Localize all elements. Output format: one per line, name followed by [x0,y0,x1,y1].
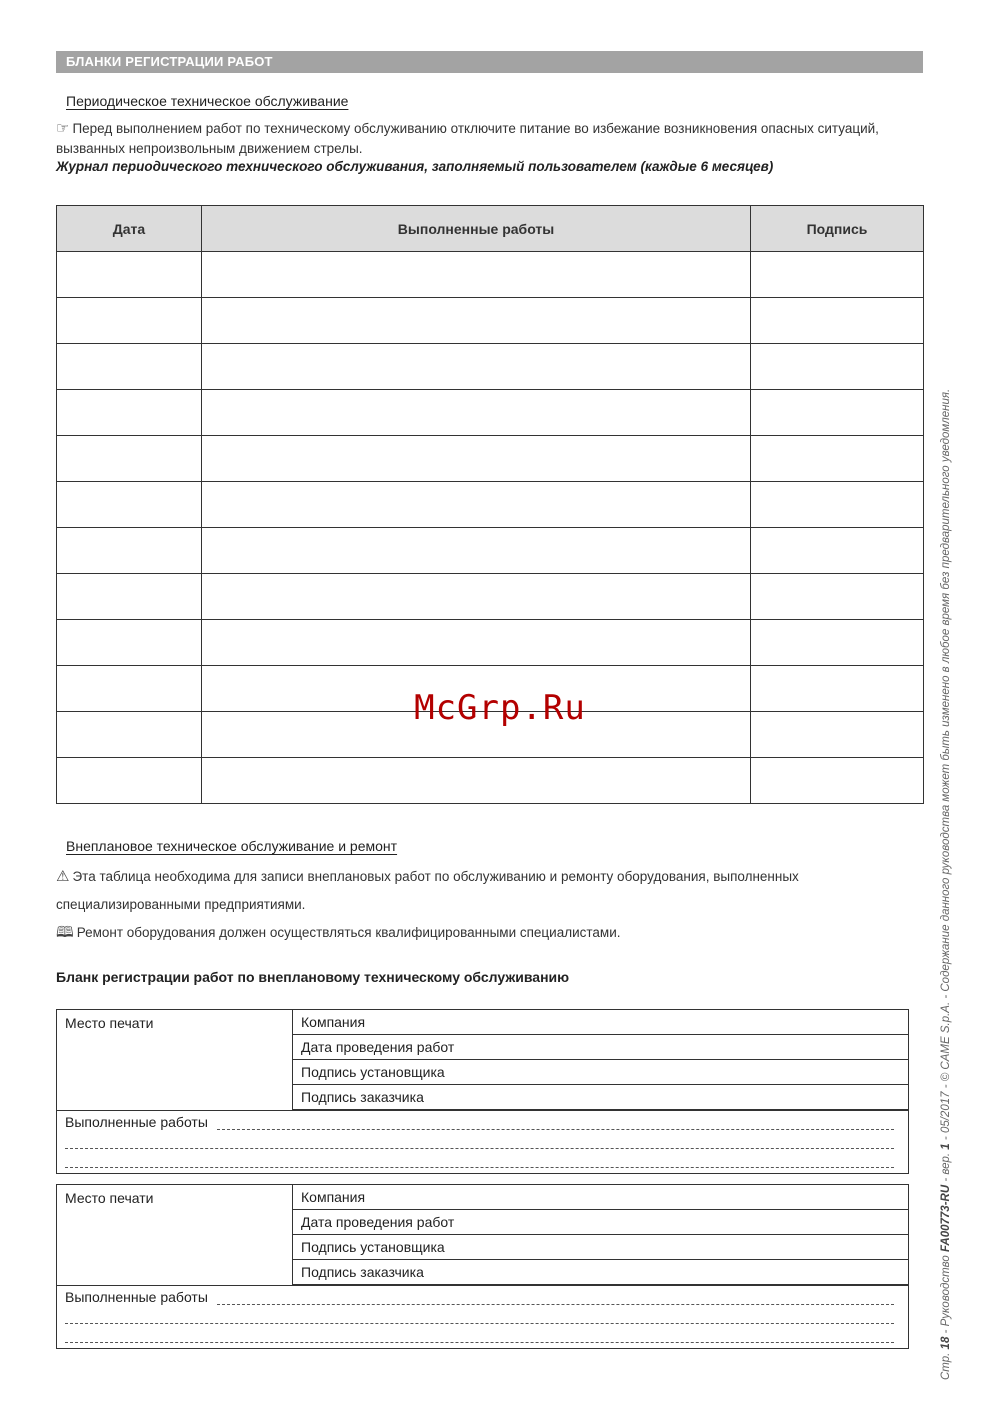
version-prefix: - вер. [940,1152,952,1182]
registration-form-2 [56,1184,909,1349]
signature-cell[interactable] [751,344,924,390]
signature-cell[interactable] [751,528,924,574]
works-cell[interactable] [202,758,751,804]
customer-signature-field[interactable]: Подпись заказчика [293,1085,908,1110]
signature-cell[interactable] [751,758,924,804]
table-row [57,574,924,620]
works-cell[interactable] [202,620,751,666]
signature-cell[interactable] [751,390,924,436]
table-row [57,528,924,574]
warning-line-2: вызванных непроизвольным движением стрелы. [56,141,363,156]
power-off-warning [56,119,879,159]
note-line-2: специализированными предприятиями. [56,897,306,912]
column-header-signature: Подпись [751,206,924,252]
table-row [57,252,924,298]
works-cell[interactable] [202,482,751,528]
work-date-field[interactable]: Дата проведения работ [293,1210,908,1235]
signature-cell[interactable] [751,436,924,482]
unscheduled-maintenance-title: Внеплановое техническое обслуживание и ремонт [66,838,398,854]
installer-signature-field[interactable]: Подпись установщика [293,1060,908,1085]
table-row [57,344,924,390]
works-cell[interactable] [202,574,751,620]
installer-signature-field[interactable]: Подпись установщика [293,1235,908,1260]
registration-form-1 [56,1009,909,1174]
column-header-date: Дата [57,206,202,252]
signature-cell[interactable] [751,298,924,344]
date-cell[interactable] [57,758,202,804]
works-line[interactable] [65,1148,894,1149]
table-row [57,436,924,482]
table-row [57,758,924,804]
watermark-logo: McGrp.Ru [414,688,586,728]
version-number: 1 [940,1143,952,1150]
page-prefix: Стр. [940,1352,952,1380]
column-header-works: Выполненные работы [202,206,751,252]
note-line-1: Эта таблица необходима для записи внеплановых работ по обслуживанию и ремонту оборудования, выполненных [72,869,799,884]
date-cell[interactable] [57,528,202,574]
hand-pointer-icon: ☞ [56,120,70,137]
table-row [57,298,924,344]
signature-cell[interactable] [751,574,924,620]
section-header: БЛАНКИ РЕГИСТРАЦИИ РАБОТ [56,51,923,73]
qualified-repair-note: Ремонт оборудования должен осуществляться квалифицированными специалистами. [76,925,621,940]
date-cell[interactable] [57,298,202,344]
company-field[interactable]: Компания [293,1010,908,1035]
table-header-row [57,206,924,252]
journal-title: Журнал периодического технического обслуживания, заполняемый пользователем (каждые 6 месяцев) [56,159,774,174]
page-number: 18 [940,1336,952,1350]
registration-form-title: Бланк регистрации работ по внеплановому техническому обслуживанию [56,969,570,985]
copyright-text: - 05/2017 - © CAME S.p.A. - Содержание данного руководства может быть изменено в любое время без предварительного уведомления. [940,388,952,1141]
date-cell[interactable] [57,390,202,436]
divider [57,1110,908,1111]
date-cell[interactable] [57,252,202,298]
works-line[interactable] [217,1304,894,1305]
works-cell[interactable] [202,528,751,574]
works-cell[interactable] [202,252,751,298]
works-line[interactable] [65,1323,894,1324]
works-cell[interactable] [202,436,751,482]
signature-cell[interactable] [751,252,924,298]
work-date-field[interactable]: Дата проведения работ [293,1035,908,1060]
date-cell[interactable] [57,620,202,666]
unscheduled-note [56,863,799,947]
doc-prefix: - Руководство [940,1255,952,1334]
company-field[interactable]: Компания [293,1185,908,1210]
divider [57,1285,908,1286]
signature-cell[interactable] [751,620,924,666]
table-row [57,620,924,666]
works-line[interactable] [217,1129,894,1130]
book-icon: 🕮 [56,924,74,941]
works-line[interactable] [65,1342,894,1343]
doc-code: FA00773-RU [940,1184,952,1252]
works-cell[interactable] [202,344,751,390]
signature-cell[interactable] [751,482,924,528]
date-cell[interactable] [57,436,202,482]
periodic-maintenance-title: Периодическое техническое обслуживание [66,93,349,109]
works-label: Выполненные работы [65,1114,208,1130]
works-cell[interactable] [202,298,751,344]
table-row [57,390,924,436]
date-cell[interactable] [57,344,202,390]
works-label: Выполненные работы [65,1289,208,1305]
stamp-area: Место печати [57,1185,293,1285]
customer-signature-field[interactable]: Подпись заказчика [293,1260,908,1285]
warning-triangle-icon: ⚠ [56,868,70,885]
date-cell[interactable] [57,482,202,528]
works-line[interactable] [65,1167,894,1168]
side-footer-text [940,388,956,1380]
stamp-area: Место печати [57,1010,293,1110]
table-row [57,482,924,528]
warning-line-1: Перед выполнением работ по техническому обслуживанию отключите питание во избежание возникновения опасных ситуаций, [72,121,879,136]
works-cell[interactable] [202,390,751,436]
date-cell[interactable] [57,574,202,620]
